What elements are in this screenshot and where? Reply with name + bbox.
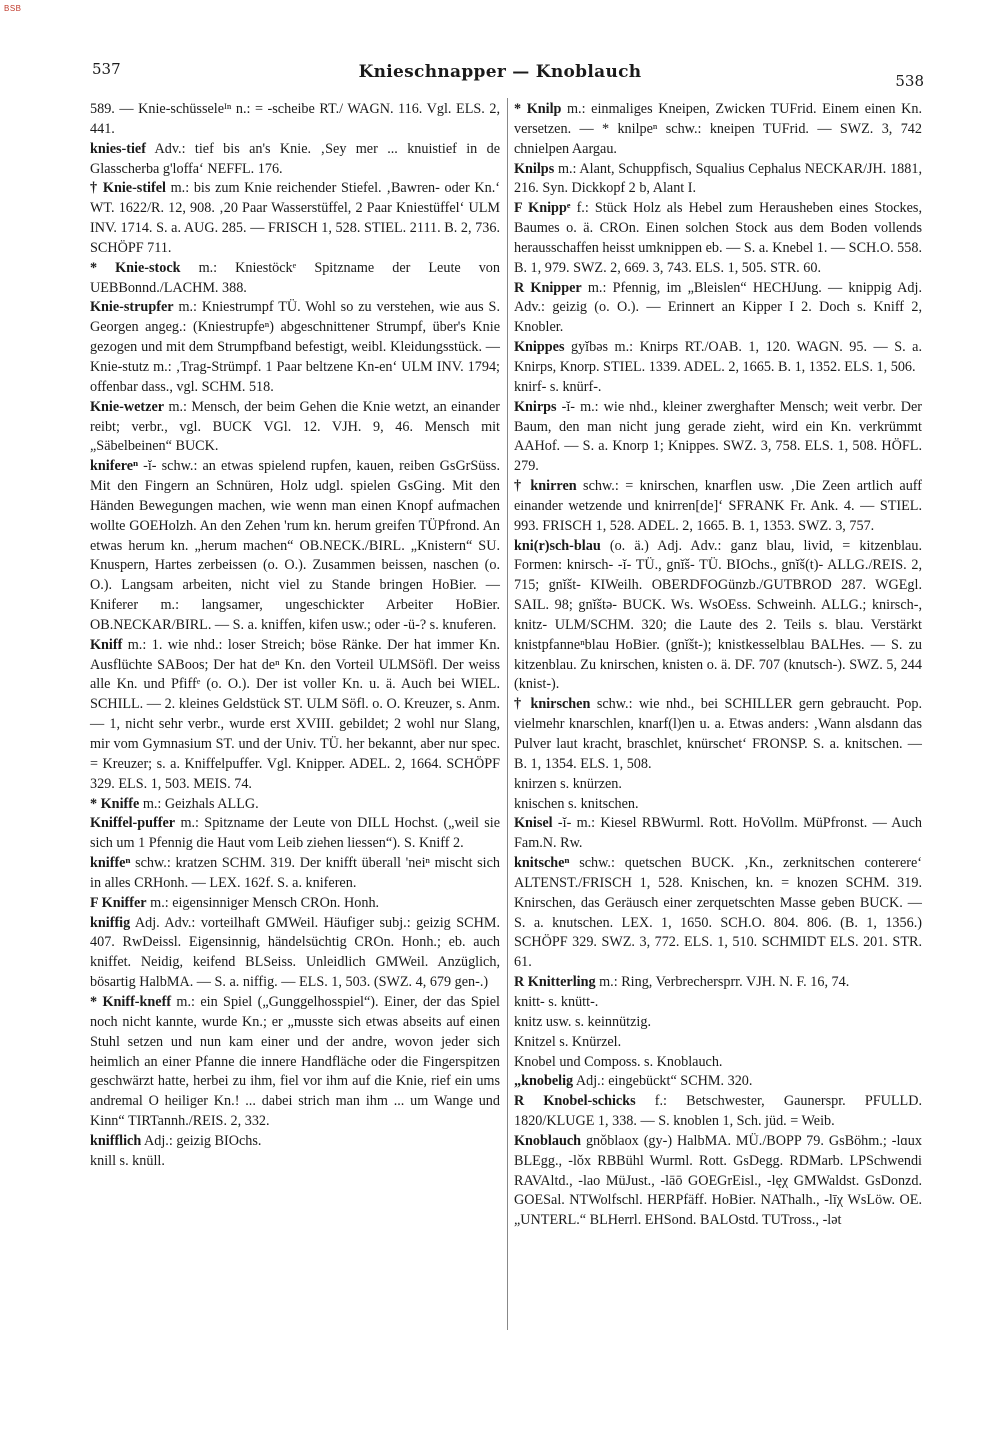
entry: † knirschen schw.: wie nhd., bei SCHILLER gern gebraucht. Pop. vielmehr knarschlen, knarf(l)en u. a. Etwas anders: ‚Wann alsdann das Pulver laut kracht, braschlet, knürschet‘ FRONSP. S. a. knitschen. — B. 1, 1354. ELS. 1, 508. [514, 696, 923, 772]
entry: kniffig Adj. Adv.: vorteilhaft GMWeil. Häufiger subj.: geizig SCHM. 407. RwDeissl. Eigensinnig, händelsüchtig CROn. Honh.; eb. auch kniffet. Neidig, keifend BLSeiss. Unleidlich GMWeil. Anzüglich, bösartig HalbMA. — S. a. niffig. — ELS. 1, 503. (SWZ. 4, 679 gen-.) [90, 914, 500, 991]
entry: F Knippᵉ f.: Stück Holz als Hebel zum Herausheben eines Stockes, Baumes o. ä. CROn. Einen solchen Stock aus dem Boden vollends herausschaffen heisst umknippen eb. — S. a. Knebel 1. — SCH.O. 558. B. 1, 979. SWZ. 2, 669. 3, 743. ELS. 1, 505. STR. 60. [514, 200, 922, 276]
entry: knifflich Adj.: geizig BIOchs. [90, 1132, 262, 1149]
entry: F Kniffer m.: eigensinniger Mensch CROn. Honh. [90, 894, 380, 911]
right-column [514, 100, 922, 1231]
entry: kniffeⁿ schw.: kratzen SCHM. 319. Der knifft überall 'neiⁿ mischt sich in alles CRHonh. — LEX. 162f. S. a. kniferen. [90, 855, 500, 891]
entry: * Knie-stock m.: Kniestöckᵉ Spitzname der Leute von UEBBonnd./LACHM. 388. [90, 259, 500, 296]
entry: R Knipper m.: Pfennig, im „Bleislen“ HECHJung. — knippig Adj. Adv.: geizig (o. O.). — Erinnert an Kipper I 2. Doch s. Kniff 2, Knobler. [514, 279, 922, 336]
entry: † Knie-stifel m.: bis zum Knie reichender Stiefel. ‚Bawren- oder Kn.‘ WT. 1622/R. 12, 908. ‚20 Paar Wasserstüffel, 2 Paar Kniestüffel‘ ULM INV. 1714. S. a. AUG. 285. — FRISCH 1, 528. STIEL. 2111. B. 2, 736. SCHÖPF 711. [90, 180, 500, 256]
entry: * Kniff-kneff m.: ein Spiel („Gunggelhosspiel“). Einer, der das Spiel noch nicht kannte, wurde Kn.; er „musste sich etwas abseits auf einen Stuhl setzen und nun kam einer und der andre, wovon jeder sich heimlich an einer Pfanne die innere Handfläche oder die Fingerspitzen geschwärzt hatte, herbei zu ihm, fiel vor ihm auf die Knie, rief ein ums andremal O heiliger Kn.! ... dabei strich man ihm ... um Wange und Kinn“ TIRTannh./REIS. 2, 332. [90, 993, 500, 1130]
entry: Knippes gyĭbəs m.: Knirps RT./OAB. 1, 120. WAGN. 95. — S. a. Knirps, Knorp. STIEL. 1339. ADEL. 2, 1665. B. 1, 1352. ELS. 1, 506. [514, 339, 922, 375]
page-number-right: 538 [895, 72, 924, 90]
entry: Kniff m.: 1. wie nhd.: loser Streich; böse Ränke. Der hat immer Kn. Ausflüchte SABoos; Der hat deⁿ Kn. den Vorteil ULMSöfl. Der weiss alle Kn. und Pfiffᵉ (o. O.). Der ist voller Kn. u. ä. Auch bei WIEL. SCHILL. — 2. kleines Geldstück ST. ULM Söfl. o. O. Kreuzer, s. Anm. — 1, nicht sehr verbr., wurde erst XVIII. gebildet; 2 wohl nur Slang, mir vom Gymnasium ST. und der Univ. TÜ. her bekannt, aber nur spec. = Kreuzer; s. a. Kniffelpuffer. Vgl. Knipper. ADEL. 2, 1664. SCHÖPF 329. ELS. 1, 503. MEIS. 74. [90, 636, 500, 792]
entry: 589. — Knie-schüsseleᴵⁿ n.: = -scheibe RT./ WAGN. 116. Vgl. ELS. 2, 441. [90, 101, 500, 137]
entry: knill s. knüll. [90, 1152, 165, 1169]
entry: † knirren schw.: = knirschen, knarflen usw. ‚Die Zeen artlich auff einander wetzende und knirren[de]‘ SFRANK Fr. Ank. 4. — STIEL. 993. FRISCH 1, 528. ADEL. 2, 1665. B. 1, 1353. SWZ. 3, 757. [514, 478, 922, 534]
entry: Knitzel s. Knürzel. [514, 1033, 622, 1050]
entry: Knobel und Composs. s. Knoblauch. [514, 1053, 723, 1070]
entry: knitz usw. s. keinnützig. [514, 1013, 651, 1030]
entry: „knobelig Adj.: eingebückt“ SCHM. 320. [514, 1073, 753, 1090]
entry: Knisel -ĭ- m.: Kiesel RBWurml. Rott. HoVollm. MüPfronst. — Auch Fam.N. Rw. [514, 815, 922, 852]
entry: Knoblauch gnǒblaox (gy-) HalbMA. MÜ./BOPP 79. GsBöhm.; -lɑux BLEgg., -lǒx RBBühl Wurml. Rott. GsDegg. RDMarb. LPSchwendi RAVAltd., -lao MüJust., -lāō GOEGrEisl., -lęχ GMWaldst. GsDonzd. GOESal. NTWolfschl. HERPfäff. HoBier. NAThalh., -līχ WsLöw. OE. „UNTERL.“ BLHerrl. EHSond. BALOstd. TUTross., -lət [514, 1132, 922, 1229]
entry: R Knobel-schicks f.: Betschwester, Gaunerspr. PFULLD. 1820/KLUGE 1, 338. — S. knoblen 1, Sch. jüd. = Weib. [514, 1093, 923, 1130]
column-divider [507, 98, 508, 1330]
entry: knitt- s. knütt-. [514, 993, 599, 1010]
entry: Knie-strupfer m.: Kniestrumpf TÜ. Wohl so zu verstehen, wie aus S. Georgen angeg.: (Kniestrupfeⁿ) abgeschnittener Strumpf, über's Knie gezogen und mit dem Strumpfband befestigt, weibl. Kleidungsstück. — Knie-stutz m.: ‚Trag-Strümpf. 1 Paar beltzene Kn-en‘ ULM INV. 1794; offenbar dass., vgl. SCHM. 518. [90, 299, 500, 395]
entry: Knilps m.: Alant, Schuppfisch, Squalius Cephalus NECKAR/JH. 1881, 216. Syn. Dickkopf 2 b, Alant I. [514, 160, 922, 197]
entry: knies-tief Adv.: tief bis an's Knie. ‚Sey mer ... knuistief in de Glasscherba g'loffa‘ NEFFL. 176. [90, 140, 500, 177]
entry: knischen s. knitschen. [514, 795, 639, 812]
library-stamp: BSB [4, 4, 22, 13]
entry: * Kniffe m.: Geizhals ALLG. [90, 795, 259, 812]
entry: * Knilp m.: einmaliges Kneipen, Zwicken TUFrid. Einem einen Kn. versetzen. — * knilpeⁿ schw.: kneipen TUFrid. — SWZ. 3, 742 chnielpen Aargau. [514, 101, 922, 157]
entry: knitscheⁿ schw.: quetschen BUCK. ‚Kn., zerknitschen conterere‘ ALTENST./FRISCH 1, 528. Knischen, kn. = knozen SCHM. 319. Knirschen, das Geräusch einer zerquetschten Masse geben BUCK. — S. a. knutschen. LEX. 1, 1650. SCH.O. 804. 806. (B. 1, 1356.) SCHÖPF 329. SWZ. 3, 772. ELS. 1, 510. SCHMIDT ELS. 201. STR. 61. [514, 855, 922, 971]
left-column [90, 100, 500, 1172]
entry: knirf- s. knürf-. [514, 378, 602, 395]
page-number-left: 537 [92, 60, 121, 78]
entry: knirzen s. knürzen. [514, 775, 622, 792]
entry: knifereⁿ -ĭ- schw.: an etwas spielend rupfen, kauen, reiben GsGrSüss. Mit den Fingern an Schnüren, Holz udgl. spielen GsGing. Mit den Händen Bewegungen machen, wie wenn man einen Knopf aufmachen wollte GOEHolzh. An den Zehen 'rum kn. herum greifen TÜPfrond. An etwas herum kn. „herum machen“ OB.NECK./BIRL. „Knistern“ SU. Knuspern, Hartes zerbeissen (o. O.). Zusammen beissen, naschen (o. O.). Langsam arbeiten, nicht viel zu Stande bringen HoBier. — Kniferer m.: langsamer, ungeschickter Arbeiter HoBier. OB.NECKAR/BIRL. — S. a. kniffen, kifen usw.; oder -ü-? s. knuferen. [90, 458, 500, 633]
entry: Knirps -ĭ- m.: wie nhd., kleiner zwerghafter Mensch; weit verbr. Der Baum, den man nicht jung gerade zieht, wird ein Kn. verkrümmt AAHof. — S. a. Knorp 1; Knippes. SWZ. 3, 758. ELS. 1, 508. HÖFL. 279. [514, 398, 922, 475]
running-head: Knieschnapper — Knoblauch [358, 62, 642, 82]
entry: Kniffel-puffer m.: Spitzname der Leute von DILL Hochst. („weil sie sich um 1 Pfennig die Haut vom Leib ziehen liessen“). S. Kniff 2. [90, 815, 500, 852]
entry: R Knitterling m.: Ring, Verbrechersprr. VJH. N. F. 16, 74. [514, 974, 850, 991]
entry: kni(r)sch-blau (o. ä.) Adj. Adv.: ganz blau, livid, = kitzenblau. Formen: knirsch- -ĭ- TÜ., gnĭš- TÜ. BIOchs., gnĭš(t)- ALLG./REIS. 2, 715; gnĭšt- KIWeilh. OBERDFOGünzb./GUTBROD 287. WGEgl. SAIL. 98; gnĭštə- BUCK. Ws. WsOEss. Schweinh. ALLG.; knirsch-, knitz- ULM/SCHM. 320; die Laute des 2. Teils s. blau. Verstärkt knistpfanneⁿblau HoBier. (gnĭšt-); knistkesselblau BALHes. — S. zu kitzenblau. Zu knirschen, knisten o. ä. DF. 707 (knutsch-). SWZ. 5, 244 (knist-). [514, 537, 922, 693]
entry: Knie-wetzer m.: Mensch, der beim Gehen die Knie wetzt, an einander reibt; verbr., vgl. BUCK VGl. 12. VJH. 9, 46. Mensch mit „Säbelbeinen“ BUCK. [90, 398, 500, 455]
